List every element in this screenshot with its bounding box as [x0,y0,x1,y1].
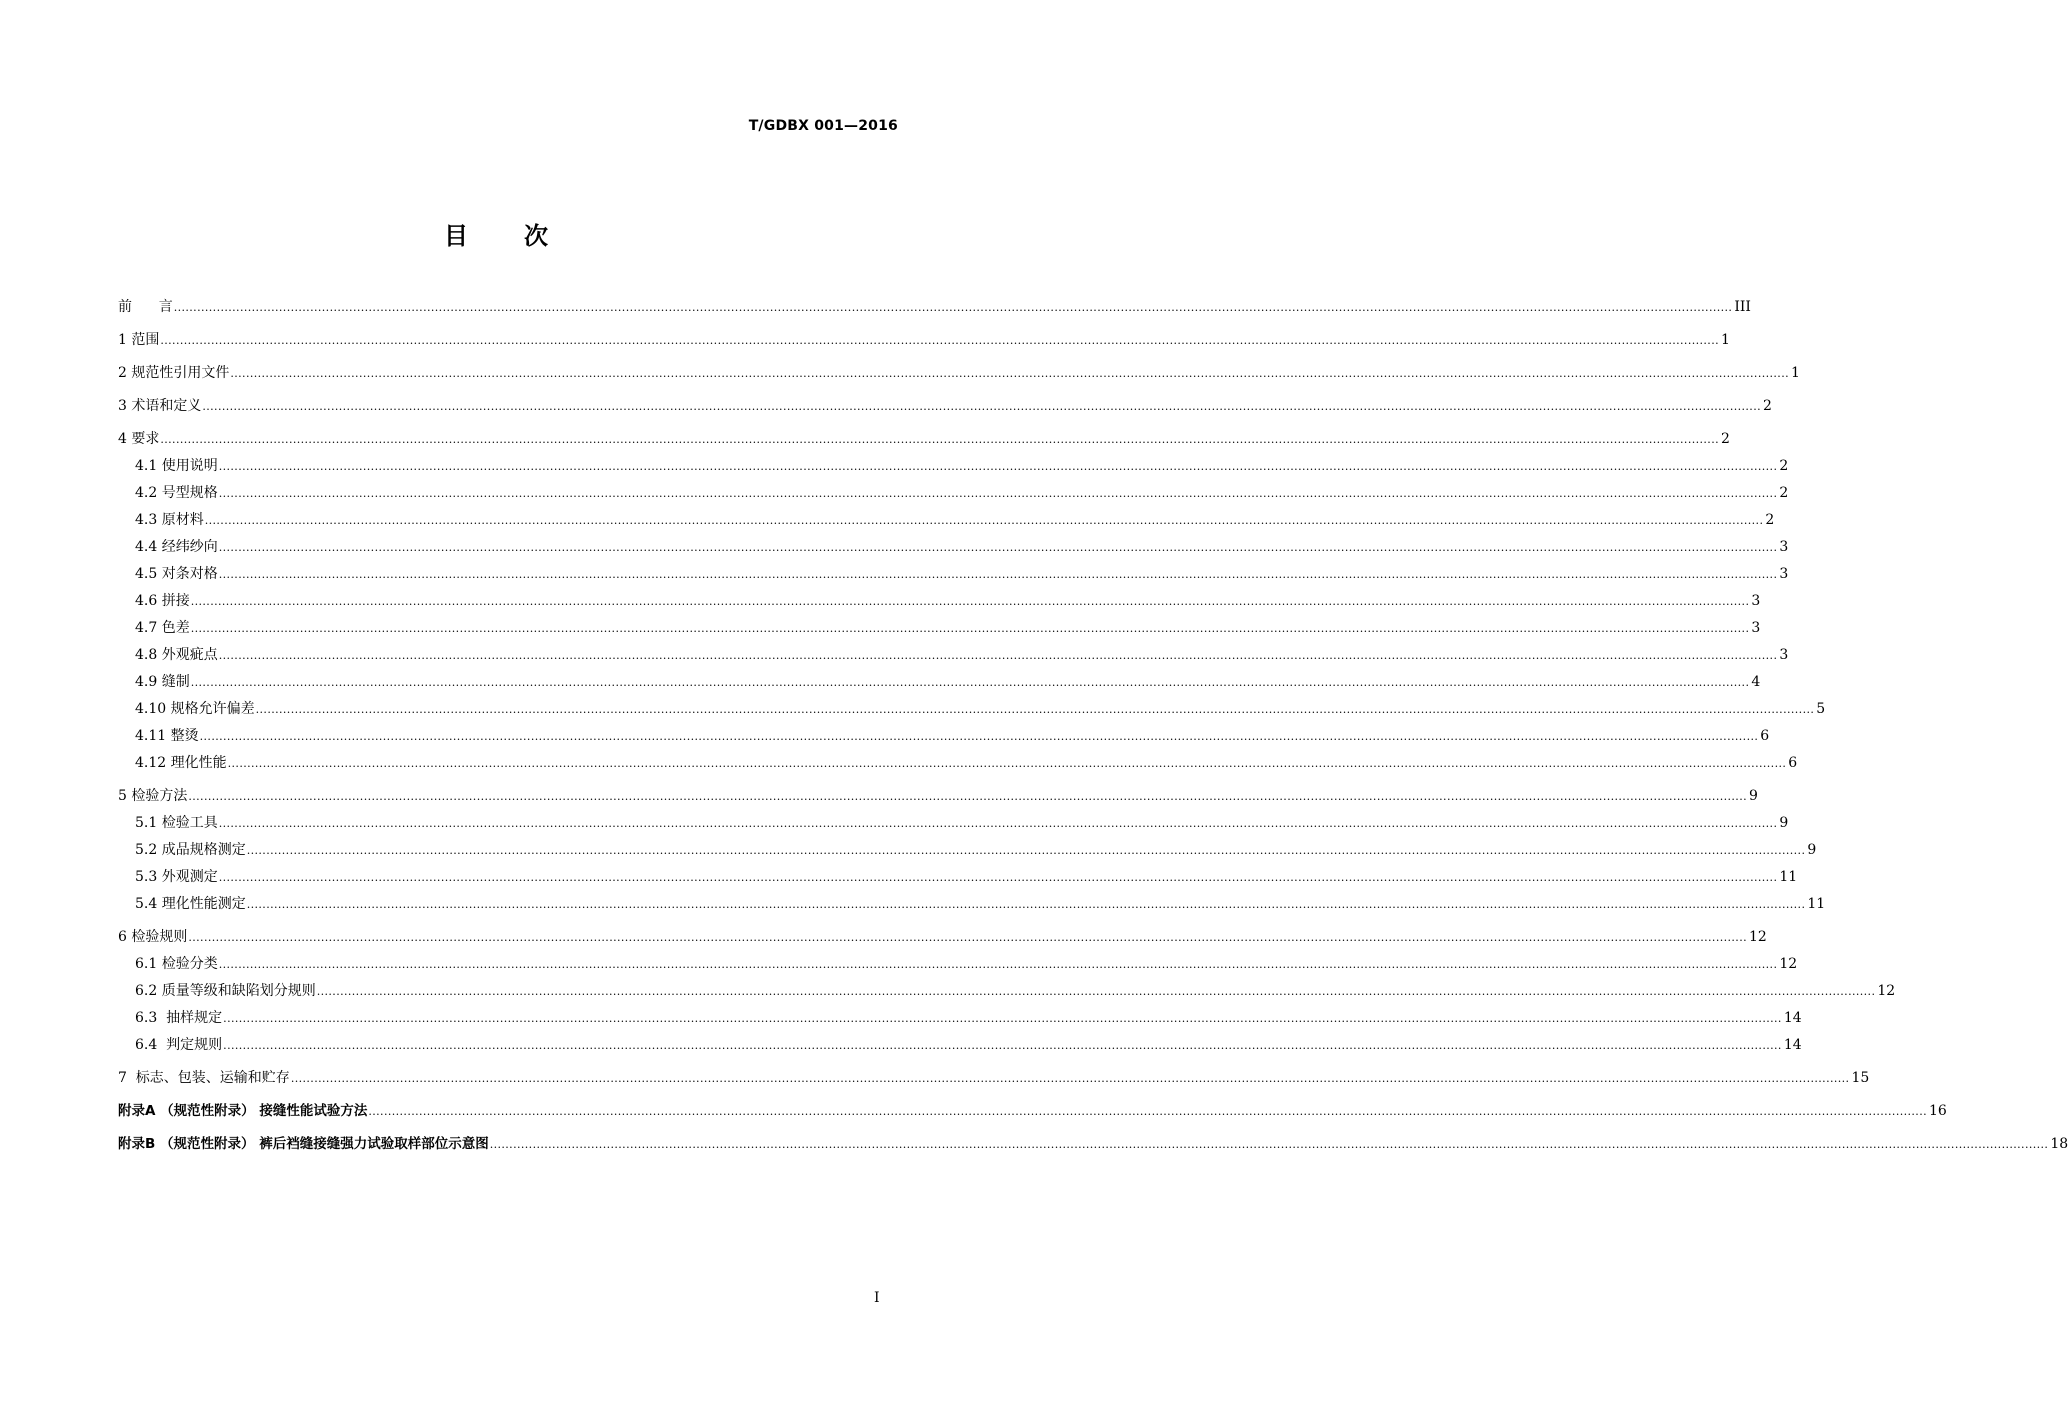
toc-entry-page: 14 [1783,1037,1802,1053]
toc-entry-label: 6.3 抽样规定 [135,1010,223,1026]
toc-entry-page: 9 [1749,788,1758,804]
toc-dot-leader: ................................................................................................................................................................................................................................................................................................................................................................................................................ [190,676,1750,689]
toc-dot-leader: ................................................................................................................................................................................................................................................................................................................................................................................................................ [188,790,1747,803]
toc-entry-label: 5 检验方法 [118,788,188,804]
toc-dot-leader: ................................................................................................................................................................................................................................................................................................................................................................................................................ [223,1039,1782,1052]
toc-dot-leader: ................................................................................................................................................................................................................................................................................................................................................................................................................ [218,649,1778,662]
toc-entry-label: 3 术语和定义 [118,398,202,414]
toc-entry-page: 3 [1751,593,1761,609]
toc-dot-leader: ................................................................................................................................................................................................................................................................................................................................................................................................................ [246,844,1806,857]
toc-entry-label: 4.9 缝制 [135,674,190,690]
toc-entry-page: 1 [1721,332,1730,348]
toc-entry-label: 4.1 使用说明 [135,458,218,474]
toc-entry-label: 4.12 理化性能 [135,755,227,771]
toc-dot-leader: ................................................................................................................................................................................................................................................................................................................................................................................................................ [316,985,1876,998]
toc-dot-leader: ................................................................................................................................................................................................................................................................................................................................................................................................................ [190,622,1750,635]
toc-dot-leader: ................................................................................................................................................................................................................................................................................................................................................................................................................ [218,568,1778,581]
toc-entry[interactable] [118,457,1789,476]
toc-dot-leader: ................................................................................................................................................................................................................................................................................................................................................................................................................ [190,595,1750,608]
toc-entry[interactable] [118,841,1817,860]
toc-entry-label: 附录B （规范性附录） 裤后裆缝接缝强力试验取样部位示意图 [118,1136,489,1152]
toc-entry-label: 5.1 检验工具 [135,815,218,831]
toc-entry-label: 4.10 规格允许偏差 [135,701,255,717]
toc-entry-page: 2 [1721,431,1730,447]
toc-entry[interactable] [118,364,1800,383]
toc-entry-page: 3 [1779,647,1789,663]
toc-entry[interactable] [118,298,1751,317]
toc-entry-label: 4.5 对条对格 [135,566,218,582]
toc-entry-label: 5.3 外观测定 [135,869,218,885]
toc-entry-page: 16 [1929,1103,1947,1119]
toc-entry-page: 9 [1807,842,1817,858]
toc-dot-leader: ................................................................................................................................................................................................................................................................................................................................................................................................................ [188,931,1747,944]
toc-entry-label: 前 言 [118,299,173,315]
toc-entry-label: 2 规范性引用文件 [118,365,230,381]
toc-entry-page: III [1734,299,1751,315]
toc-entry-page: 12 [1877,983,1896,999]
toc-entry-label: 6.4 判定规则 [135,1037,223,1053]
toc-entry-page: 2 [1765,512,1775,528]
toc-dot-leader: ................................................................................................................................................................................................................................................................................................................................................................................................................ [227,757,1787,770]
toc-entry[interactable] [118,592,1761,611]
toc-dot-leader: ................................................................................................................................................................................................................................................................................................................................................................................................................ [489,1138,2049,1151]
toc-entry[interactable] [118,814,1789,833]
toc-entry[interactable] [118,895,1826,914]
toc-entry[interactable] [118,982,1896,1001]
toc-entry-page: 15 [1851,1070,1870,1086]
toc-entry[interactable] [118,619,1761,638]
toc-entry[interactable] [118,673,1761,692]
toc-entry-page: 12 [1779,956,1798,972]
page-title [0,216,992,251]
toc-entry-page: 18 [2050,1136,2068,1152]
toc-dot-leader: ................................................................................................................................................................................................................................................................................................................................................................................................................ [160,433,1719,446]
toc-entry-page: 2 [1779,458,1789,474]
toc-entry[interactable] [118,928,1767,947]
toc-dot-leader: ................................................................................................................................................................................................................................................................................................................................................................................................................ [230,367,1789,380]
toc-entry[interactable] [118,397,1772,416]
toc-entry[interactable] [118,484,1789,503]
toc-dot-leader: ................................................................................................................................................................................................................................................................................................................................................................................................................ [202,400,1761,413]
toc-entry[interactable] [118,955,1798,974]
toc-dot-leader: ................................................................................................................................................................................................................................................................................................................................................................................................................ [204,514,1764,527]
toc-entry[interactable] [118,646,1789,665]
toc-dot-leader: ................................................................................................................................................................................................................................................................................................................................................................................................................ [218,958,1778,971]
toc-entry[interactable] [118,538,1789,557]
title-char-1: 目 [444,222,468,250]
toc-dot-leader: ................................................................................................................................................................................................................................................................................................................................................................................................................ [173,301,1733,314]
toc-entry-page: 3 [1779,539,1789,555]
toc-entry-page: 12 [1749,929,1767,945]
toc-entry-label: 4.4 经纬纱向 [135,539,218,555]
toc-dot-leader: ................................................................................................................................................................................................................................................................................................................................................................................................................ [160,334,1719,347]
toc-entry[interactable] [118,1009,1802,1028]
toc-entry-label: 5.2 成品规格测定 [135,842,246,858]
toc-entry-page: 2 [1763,398,1772,414]
toc-entry-label: 6.1 检验分类 [135,956,218,972]
toc-dot-leader: ................................................................................................................................................................................................................................................................................................................................................................................................................ [218,541,1778,554]
toc-entry[interactable] [118,727,1770,746]
page-number: I [874,1290,880,1306]
toc-entry-page: 9 [1779,815,1789,831]
toc-entry-label: 6 检验规则 [118,929,188,945]
toc-entry-label: 5.4 理化性能测定 [135,896,246,912]
document-code: T/GDBX 001—2016 [748,118,898,134]
toc-dot-leader: ................................................................................................................................................................................................................................................................................................................................................................................................................ [246,898,1806,911]
toc-entry-label: 7 标志、包装、运输和贮存 [118,1070,290,1086]
toc-entry[interactable] [118,331,1730,350]
table-of-contents [118,298,2068,1154]
toc-entry[interactable] [118,1135,2068,1154]
toc-entry[interactable] [118,430,1730,449]
title-char-2: 次 [524,222,548,250]
toc-entry[interactable] [118,1102,1947,1121]
toc-entry-label: 4.2 号型规格 [135,485,218,501]
toc-dot-leader: ................................................................................................................................................................................................................................................................................................................................................................................................................ [255,703,1815,716]
toc-entry-page: 5 [1816,701,1826,717]
toc-entry-label: 4.7 色差 [135,620,190,636]
toc-dot-leader: ................................................................................................................................................................................................................................................................................................................................................................................................................ [368,1105,1927,1118]
toc-entry-label: 4.6 拼接 [135,593,190,609]
toc-entry[interactable] [118,511,1775,530]
toc-dot-leader: ................................................................................................................................................................................................................................................................................................................................................................................................................ [218,817,1778,830]
toc-dot-leader: ................................................................................................................................................................................................................................................................................................................................................................................................................ [199,730,1759,743]
toc-entry[interactable] [118,868,1798,887]
toc-entry-label: 6.2 质量等级和缺陷划分规则 [135,983,316,999]
toc-entry-page: 14 [1783,1010,1802,1026]
toc-dot-leader: ................................................................................................................................................................................................................................................................................................................................................................................................................ [223,1012,1782,1025]
toc-entry-page: 11 [1807,896,1826,912]
toc-entry-label: 1 范围 [118,332,160,348]
toc-dot-leader: ................................................................................................................................................................................................................................................................................................................................................................................................................ [218,487,1778,500]
toc-entry-page: 1 [1791,365,1800,381]
toc-entry-page: 11 [1779,869,1798,885]
toc-dot-leader: ................................................................................................................................................................................................................................................................................................................................................................................................................ [218,871,1778,884]
toc-entry-page: 6 [1760,728,1770,744]
toc-entry-page: 4 [1751,674,1761,690]
toc-entry-label: 4.3 原材料 [135,512,204,528]
toc-entry-label: 4.8 外观疵点 [135,647,218,663]
toc-entry-page: 6 [1788,755,1798,771]
toc-entry-page: 3 [1779,566,1789,582]
toc-entry-label: 4 要求 [118,431,160,447]
toc-entry[interactable] [118,1036,1802,1055]
toc-dot-leader: ................................................................................................................................................................................................................................................................................................................................................................................................................ [218,460,1778,473]
toc-entry-label: 4.11 整烫 [135,728,199,744]
toc-entry-label: 附录A （规范性附录） 接缝性能试验方法 [118,1103,368,1119]
toc-dot-leader: ................................................................................................................................................................................................................................................................................................................................................................................................................ [290,1072,1850,1085]
toc-entry[interactable] [118,754,1798,773]
toc-entry-page: 3 [1751,620,1761,636]
toc-entry[interactable] [118,1069,1870,1088]
toc-entry-page: 2 [1779,485,1789,501]
toc-entry[interactable] [118,565,1789,584]
toc-entry[interactable] [118,700,1826,719]
toc-entry[interactable] [118,787,1758,806]
